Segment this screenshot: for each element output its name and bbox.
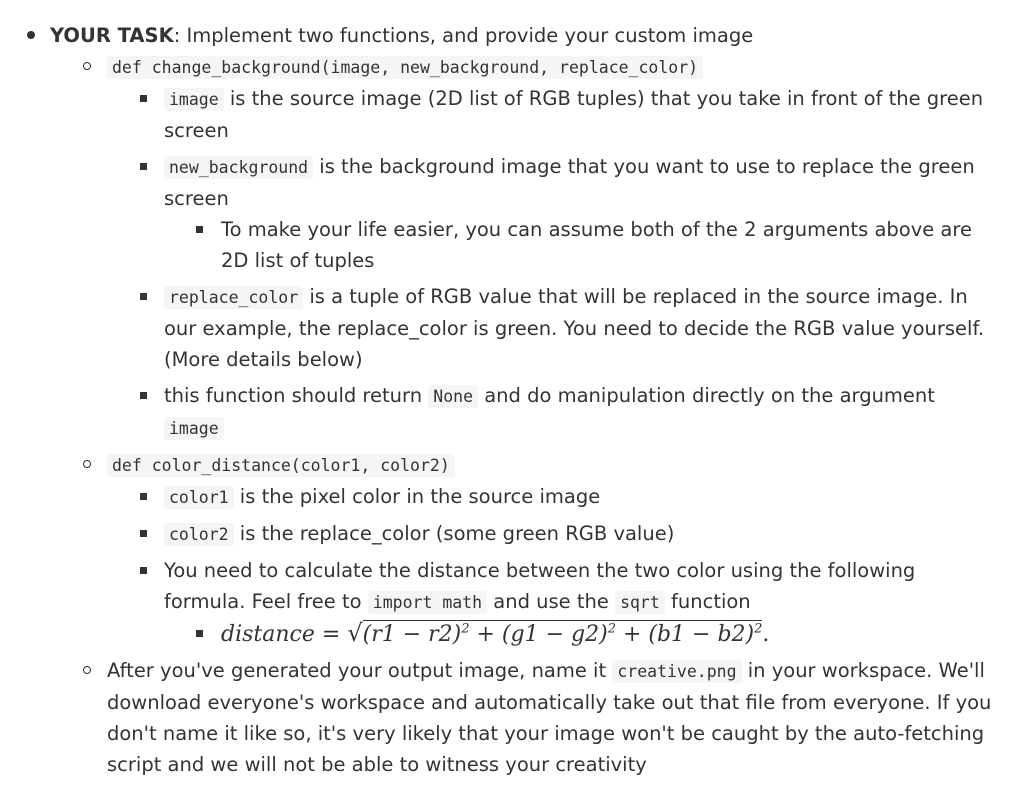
formula-term-r: (r1 − r2)	[362, 622, 462, 647]
return-text-after: and do manipulation directly on the argument	[478, 384, 935, 407]
sub-note-list	[221, 214, 1000, 276]
distance-formula	[221, 619, 770, 647]
param-color2-text: is the replace_color (some green RGB value)	[233, 522, 675, 545]
formula-exp-r: 2	[461, 621, 470, 637]
task-text: : Implement two functions, and provide your custom image	[173, 24, 754, 47]
task-item	[50, 20, 1000, 780]
param-color1-text: is the pixel color in the source image	[233, 485, 601, 508]
formula-term-b: + (b1 − b2)	[615, 622, 755, 647]
formula-body	[363, 620, 763, 647]
formula-exp-g: 2	[607, 621, 616, 637]
color-distance-params	[164, 481, 1000, 650]
output-text-1: After you've generated your output image, name it	[107, 659, 613, 682]
output-text-2: in your workspace. We'll download everyone's workspace and automatically take out that file from everyone. If you don't name it like so, it's very likely that your image won't be caught by the auto-fetching script and we will not be able to witness your creativity	[107, 659, 992, 776]
formula-sqrt	[347, 618, 762, 650]
formula-lhs: distance	[221, 622, 315, 647]
param-image	[164, 83, 1000, 146]
return-text-before: this function should return	[164, 384, 429, 407]
sub-note: To make your life easier, you can assume both of the 2 arguments above are 2D list of tuples	[221, 214, 1000, 276]
formula-exp-b: 2	[754, 621, 763, 637]
color-distance-signature: def color_distance(color1, color2)	[107, 454, 455, 477]
formula-term-g: + (g1 − g2)	[469, 622, 608, 647]
calc-text-3: function	[664, 590, 751, 613]
param-image-code: image	[164, 88, 224, 111]
formula-item	[221, 618, 1000, 650]
output-code: creative.png	[612, 660, 741, 683]
output-item	[107, 655, 1000, 780]
change-background-params	[164, 83, 1000, 444]
calc-text-1: You need to calculate the distance between the two color using the following formula. Feel free to	[164, 559, 916, 613]
return-code: None	[428, 385, 478, 408]
calc-text-2: and use the	[487, 590, 616, 613]
return-arg: image	[164, 417, 224, 440]
formula-tail: .	[762, 622, 770, 647]
color-distance-item	[107, 449, 1000, 650]
calc-code-2: sqrt	[615, 591, 665, 614]
formula-radical: √	[347, 619, 363, 647]
change-background-item	[107, 51, 1000, 444]
param-color1-code: color1	[164, 486, 234, 509]
param-new-background-text: is the background image that you want to use to replace the green screen	[164, 155, 975, 210]
param-new-background-code: new_background	[164, 156, 313, 179]
function-list	[107, 51, 1000, 780]
param-color2-code: color2	[164, 523, 234, 546]
param-replace-color-text: is a tuple of RGB value that will be replaced in the source image. In our example, the replace_color is green. You need to decide the RGB value yourself. (More details below)	[164, 285, 985, 371]
calc-note	[164, 555, 1000, 650]
param-replace-color-code: replace_color	[164, 286, 303, 309]
task-label: YOUR TASK	[50, 24, 174, 47]
task-list	[50, 20, 1000, 785]
formula-eq: =	[314, 622, 348, 647]
return-note	[164, 380, 1000, 444]
param-color2	[164, 518, 1000, 550]
param-replace-color	[164, 281, 1000, 375]
calc-code-1: import math	[368, 591, 487, 614]
param-image-text: is the source image (2D list of RGB tuples) that you take in front of the green screen	[164, 87, 984, 142]
change-background-signature: def change_background(image, new_background, replace_color)	[107, 56, 703, 79]
formula-list	[221, 618, 1000, 650]
param-color1	[164, 481, 1000, 513]
param-new-background	[164, 151, 1000, 276]
